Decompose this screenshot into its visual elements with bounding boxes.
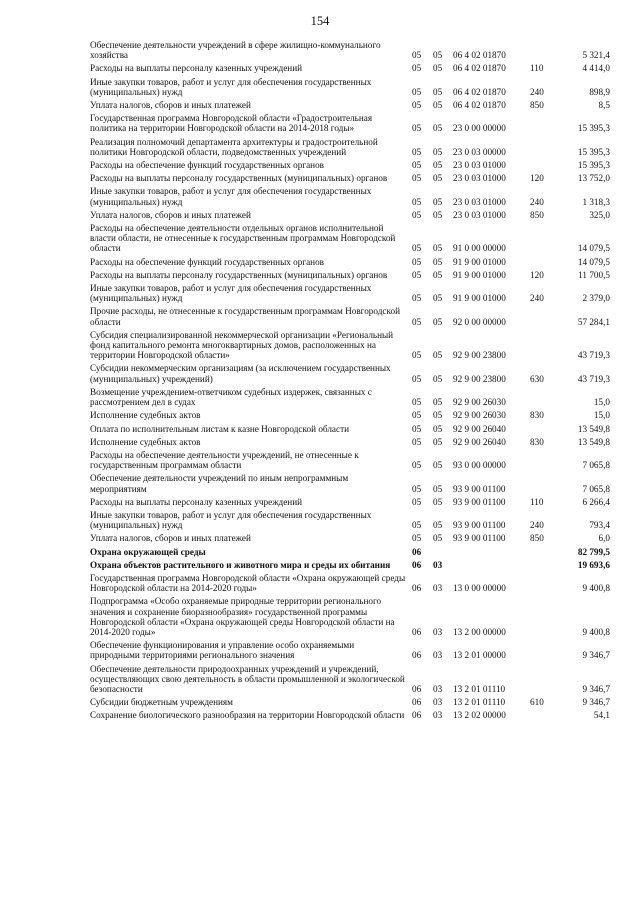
target-article-code: 93 0 00 00000 bbox=[453, 460, 506, 471]
row-codes bbox=[90, 350, 610, 360]
expense-name: Охрана объектов растительного и животного мира и среды их обитания bbox=[90, 559, 391, 570]
expense-name: Обеспечение деятельности учреждений в сфере жилищно-коммунального хозяйства bbox=[90, 40, 381, 61]
subsection-code: 05 bbox=[433, 146, 443, 157]
target-article-code: 93 9 00 01100 bbox=[453, 496, 506, 507]
subsection-code: 05 bbox=[433, 243, 443, 254]
amount: 325,0 bbox=[589, 209, 610, 220]
section-code: 05 bbox=[412, 410, 422, 421]
target-article-code: 23 0 03 01000 bbox=[453, 196, 506, 207]
amount: 14 079,5 bbox=[577, 243, 610, 254]
row-codes bbox=[90, 424, 610, 434]
table-row bbox=[90, 63, 610, 73]
expense-type-code: 610 bbox=[530, 697, 544, 708]
section-code: 06 bbox=[412, 559, 422, 570]
subsection-code: 05 bbox=[433, 436, 443, 447]
expense-name: Расходы на обеспечение функций государственных органов bbox=[90, 160, 325, 171]
expense-type-code: 850 bbox=[530, 100, 544, 111]
amount: 9 400,8 bbox=[582, 626, 610, 637]
subsection-code: 05 bbox=[433, 423, 443, 434]
row-codes bbox=[90, 547, 610, 557]
section-code: 05 bbox=[412, 520, 422, 531]
table-row bbox=[90, 473, 610, 493]
section-code: 05 bbox=[412, 423, 422, 434]
expense-name: Обеспечение деятельности учреждений по иным непрограммным мероприятиям bbox=[90, 473, 349, 494]
row-codes bbox=[90, 197, 610, 207]
target-article-code: 91 9 00 01000 bbox=[453, 269, 506, 280]
expense-name: Субсидии бюджетным учреждениям bbox=[90, 697, 233, 708]
section-code: 06 bbox=[412, 583, 422, 594]
row-codes bbox=[90, 257, 610, 267]
expense-name: Иные закупки товаров, работ и услуг для обеспечения государственных (муниципальных) нужд bbox=[90, 186, 372, 207]
row-codes bbox=[90, 243, 610, 253]
expense-name: Иные закупки товаров, работ и услуг для обеспечения государственных (муниципальных) нужд bbox=[90, 283, 372, 304]
table-row bbox=[90, 387, 610, 407]
expense-name: Субсидии некоммерческим организациям (за исключением государственных (муниципальных) учреждений) bbox=[90, 363, 391, 384]
table-row bbox=[90, 363, 610, 383]
row-codes bbox=[90, 583, 610, 593]
amount: 793,4 bbox=[589, 520, 610, 531]
table-row bbox=[90, 547, 610, 557]
expense-type-code: 630 bbox=[530, 373, 544, 384]
target-article-code: 92 9 00 26040 bbox=[453, 436, 506, 447]
expense-name: Уплата налогов, сборов и иных платежей bbox=[90, 100, 251, 111]
row-codes bbox=[90, 100, 610, 110]
table-row bbox=[90, 596, 610, 637]
target-article-code: 13 2 01 00000 bbox=[453, 650, 506, 661]
expense-name: Подпрограмма «Особо охраняемые природные территории регионального значения и сохранение биоразнообразия» государственной программы Новгородской области «Охрана окружающей среды Новгородской области на 2014-2020 годы» bbox=[90, 596, 395, 637]
subsection-code: 05 bbox=[433, 160, 443, 171]
amount: 11 700,5 bbox=[578, 269, 610, 280]
amount: 54,1 bbox=[593, 710, 610, 721]
amount: 5 321,4 bbox=[582, 50, 610, 61]
subsection-code: 05 bbox=[433, 293, 443, 304]
target-article-code: 13 2 01 01110 bbox=[453, 697, 506, 708]
section-code: 05 bbox=[412, 209, 422, 220]
section-code: 05 bbox=[412, 316, 422, 327]
table-row bbox=[90, 186, 610, 206]
subsection-code: 05 bbox=[433, 173, 443, 184]
table-row bbox=[90, 113, 610, 133]
subsection-code: 05 bbox=[433, 63, 443, 74]
row-codes bbox=[90, 123, 610, 133]
target-article-code: 23 0 03 01000 bbox=[453, 160, 506, 171]
subsection-code: 03 bbox=[433, 650, 443, 661]
amount: 13 549,8 bbox=[577, 436, 610, 447]
row-codes bbox=[90, 87, 610, 97]
section-code: 05 bbox=[412, 160, 422, 171]
amount: 7 065,8 bbox=[582, 460, 610, 471]
target-article-code: 93 9 00 01100 bbox=[453, 520, 506, 531]
amount: 9 400,8 bbox=[582, 583, 610, 594]
target-article-code: 92 9 00 26040 bbox=[453, 423, 506, 434]
target-article-code: 92 9 00 26030 bbox=[453, 397, 506, 408]
target-article-code: 92 9 00 23800 bbox=[453, 350, 506, 361]
expense-name: Субсидия специализированной некоммерческой организации «Региональный фонд капитального ремонта многоквартирных домов, расположенных на территории Новгородской области» bbox=[90, 329, 394, 361]
subsection-code: 05 bbox=[433, 496, 443, 507]
target-article-code: 23 0 00 00000 bbox=[453, 123, 506, 134]
table-row bbox=[90, 173, 610, 183]
subsection-code: 05 bbox=[433, 100, 443, 111]
subsection-code: 05 bbox=[433, 123, 443, 134]
target-article-code: 06 4 02 01870 bbox=[453, 100, 506, 111]
table-row bbox=[90, 40, 610, 60]
row-codes bbox=[90, 397, 610, 407]
row-codes bbox=[90, 160, 610, 170]
target-article-code: 13 2 02 00000 bbox=[453, 710, 506, 721]
table-row bbox=[90, 283, 610, 303]
subsection-code: 05 bbox=[433, 256, 443, 267]
amount: 57 284,1 bbox=[577, 316, 610, 327]
table-row bbox=[90, 330, 610, 361]
subsection-code: 03 bbox=[433, 559, 443, 570]
table-row bbox=[90, 306, 610, 326]
table-row bbox=[90, 533, 610, 543]
amount: 15 395,3 bbox=[577, 160, 610, 171]
target-article-code: 06 4 02 01870 bbox=[453, 86, 506, 97]
expense-name: Сохранение биологического разнообразия на территории Новгородской области bbox=[90, 710, 405, 721]
subsection-code: 05 bbox=[433, 350, 443, 361]
expense-type-code: 850 bbox=[530, 209, 544, 220]
table-row bbox=[90, 210, 610, 220]
subsection-code: 05 bbox=[433, 86, 443, 97]
row-codes bbox=[90, 147, 610, 157]
row-codes bbox=[90, 684, 610, 694]
table-row bbox=[90, 573, 610, 593]
amount: 1 318,3 bbox=[582, 196, 610, 207]
section-code: 05 bbox=[412, 533, 422, 544]
section-code: 06 bbox=[412, 546, 422, 557]
row-codes bbox=[90, 210, 610, 220]
amount: 14 079,5 bbox=[577, 256, 610, 267]
section-code: 06 bbox=[412, 683, 422, 694]
target-article-code: 92 0 00 00000 bbox=[453, 316, 506, 327]
expense-type-code: 240 bbox=[530, 196, 544, 207]
row-codes bbox=[90, 460, 610, 470]
expense-type-code: 830 bbox=[530, 410, 544, 421]
row-codes bbox=[90, 560, 610, 570]
subsection-code: 05 bbox=[433, 460, 443, 471]
row-codes bbox=[90, 710, 610, 720]
section-code: 05 bbox=[412, 196, 422, 207]
row-codes bbox=[90, 497, 610, 507]
expense-name: Обеспечение функционирования и управление особо охраняемыми природными территориями регионального значения bbox=[90, 640, 355, 661]
row-codes bbox=[90, 63, 610, 73]
expense-name: Прочие расходы, не отнесенные к государственным программам Новгородской области bbox=[90, 306, 400, 327]
expense-name: Расходы на выплаты персоналу государственных (муниципальных) органов bbox=[90, 269, 388, 280]
expense-name: Иные закупки товаров, работ и услуг для обеспечения государственных (муниципальных) нужд bbox=[90, 76, 372, 97]
amount: 9 346,7 bbox=[582, 683, 610, 694]
expense-type-code: 240 bbox=[530, 520, 544, 531]
target-article-code: 23 0 03 01000 bbox=[453, 209, 506, 220]
expense-name: Государственная программа Новгородской области «Охрана окружающей среды Новгородской области на 2014-2020 годы» bbox=[90, 572, 406, 594]
table-row bbox=[90, 450, 610, 470]
expense-type-code: 110 bbox=[530, 63, 544, 74]
table-row bbox=[90, 137, 610, 157]
amount: 82 799,5 bbox=[577, 546, 610, 557]
table-row bbox=[90, 664, 610, 695]
subsection-code: 05 bbox=[433, 373, 443, 384]
target-article-code: 13 0 00 00000 bbox=[453, 583, 506, 594]
expense-type-code: 850 bbox=[530, 533, 544, 544]
section-code: 05 bbox=[412, 397, 422, 408]
amount: 8,5 bbox=[598, 100, 610, 111]
expense-name: Иные закупки товаров, работ и услуг для обеспечения государственных (муниципальных) нужд bbox=[90, 509, 372, 531]
target-article-code: 92 9 00 23800 bbox=[453, 373, 506, 384]
subsection-code: 03 bbox=[433, 683, 443, 694]
section-code: 05 bbox=[412, 460, 422, 471]
row-codes bbox=[90, 173, 610, 183]
section-code: 06 bbox=[412, 626, 422, 637]
section-code: 06 bbox=[412, 710, 422, 721]
target-article-code: 06 4 02 01870 bbox=[453, 63, 506, 74]
row-codes bbox=[90, 410, 610, 420]
amount: 43 719,3 bbox=[577, 373, 610, 384]
amount: 15 395,3 bbox=[577, 123, 610, 134]
amount: 2 379,0 bbox=[582, 293, 610, 304]
expense-name: Возмещение учреждением-ответчиком судебных издержек, связанных с рассмотрением дел в судах bbox=[90, 386, 372, 408]
expense-type-code: 240 bbox=[530, 86, 544, 97]
row-codes bbox=[90, 270, 610, 280]
table-row bbox=[90, 437, 610, 447]
amount: 13 752,0 bbox=[577, 173, 610, 184]
section-code: 05 bbox=[412, 350, 422, 361]
row-codes bbox=[90, 317, 610, 327]
expense-name: Исполнение судебных актов bbox=[90, 410, 201, 421]
section-code: 05 bbox=[412, 373, 422, 384]
subsection-code: 05 bbox=[433, 410, 443, 421]
row-codes bbox=[90, 374, 610, 384]
subsection-code: 05 bbox=[433, 533, 443, 544]
subsection-code: 03 bbox=[433, 710, 443, 721]
subsection-code: 03 bbox=[433, 697, 443, 708]
table-row bbox=[90, 100, 610, 110]
row-codes bbox=[90, 650, 610, 660]
table-row bbox=[90, 424, 610, 434]
section-code: 05 bbox=[412, 50, 422, 61]
subsection-code: 03 bbox=[433, 583, 443, 594]
section-code: 06 bbox=[412, 650, 422, 661]
page-number: 154 bbox=[310, 14, 330, 28]
subsection-code: 05 bbox=[433, 397, 443, 408]
expense-name: Расходы на обеспечение деятельности отдельных органов исполнительной власти области, не отнесенные к государственным программам Новгородской области bbox=[90, 223, 396, 254]
table-row bbox=[90, 270, 610, 280]
table-row bbox=[90, 560, 610, 570]
subsection-code: 05 bbox=[433, 316, 443, 327]
table-row bbox=[90, 510, 610, 530]
row-codes bbox=[90, 697, 610, 707]
section-code: 05 bbox=[412, 173, 422, 184]
amount: 898,9 bbox=[589, 86, 610, 97]
table-row bbox=[90, 410, 610, 420]
expense-type-code: 830 bbox=[530, 436, 544, 447]
target-article-code: 93 9 00 01100 bbox=[453, 533, 506, 544]
table-row bbox=[90, 77, 610, 97]
subsection-code: 05 bbox=[433, 520, 443, 531]
expense-name: Государственная программа Новгородской области «Градостроительная политика на территории Новгородской области на 2014-2018 годы» bbox=[90, 113, 373, 134]
target-article-code: 93 9 00 01100 bbox=[453, 483, 506, 494]
target-article-code: 91 0 00 00000 bbox=[453, 243, 506, 254]
expense-name: Оплата по исполнительным листам к казне Новгородской области bbox=[90, 423, 350, 434]
subsection-code: 05 bbox=[433, 269, 443, 280]
row-codes bbox=[90, 50, 610, 60]
amount: 9 346,7 bbox=[582, 650, 610, 661]
table-row bbox=[90, 640, 610, 660]
expense-name: Расходы на выплаты персоналу государственных (муниципальных) органов bbox=[90, 173, 388, 184]
table-row bbox=[90, 497, 610, 507]
target-article-code: 13 2 00 00000 bbox=[453, 626, 506, 637]
section-code: 05 bbox=[412, 63, 422, 74]
amount: 13 549,8 bbox=[577, 423, 610, 434]
section-code: 05 bbox=[412, 243, 422, 254]
target-article-code: 23 0 03 00000 bbox=[453, 146, 506, 157]
amount: 19 693,6 bbox=[577, 559, 610, 570]
expense-name: Уплата налогов, сборов и иных платежей bbox=[90, 209, 251, 220]
section-code: 05 bbox=[412, 483, 422, 494]
section-code: 05 bbox=[412, 146, 422, 157]
row-codes bbox=[90, 533, 610, 543]
row-codes bbox=[90, 627, 610, 637]
expense-name: Обеспечение деятельности природоохранных учреждений и учреждений, осуществляющих свою деятельность в области промышленной и экологической безопасности bbox=[90, 663, 405, 694]
amount: 9 346,7 bbox=[582, 697, 610, 708]
section-code: 05 bbox=[412, 293, 422, 304]
table-row bbox=[90, 223, 610, 254]
section-code: 05 bbox=[412, 269, 422, 280]
amount: 15 395,3 bbox=[577, 146, 610, 157]
section-code: 05 bbox=[412, 123, 422, 134]
expense-type-code: 120 bbox=[530, 173, 544, 184]
expense-name: Расходы на выплаты персоналу казенных учреждений bbox=[90, 63, 303, 74]
amount: 15,0 bbox=[593, 410, 610, 421]
subsection-code: 05 bbox=[433, 50, 443, 61]
table-row bbox=[90, 257, 610, 267]
target-article-code: 91 9 00 01000 bbox=[453, 293, 506, 304]
table-row bbox=[90, 160, 610, 170]
amount: 6,0 bbox=[598, 533, 610, 544]
target-article-code: 23 0 03 01000 bbox=[453, 173, 506, 184]
section-code: 06 bbox=[412, 697, 422, 708]
amount: 7 065,8 bbox=[582, 483, 610, 494]
table-row bbox=[90, 710, 610, 720]
amount: 4 414,0 bbox=[582, 63, 610, 74]
row-codes bbox=[90, 520, 610, 530]
amount: 43 719,3 bbox=[577, 350, 610, 361]
section-code: 05 bbox=[412, 496, 422, 507]
expense-name: Реализация полномочий департамента архитектуры и градостроительной политики Новгородской области, подведомственных учреждений bbox=[90, 136, 378, 157]
row-codes bbox=[90, 293, 610, 303]
expense-type-code: 110 bbox=[530, 496, 544, 507]
row-codes bbox=[90, 484, 610, 494]
table-row bbox=[90, 697, 610, 707]
subsection-code: 05 bbox=[433, 209, 443, 220]
section-code: 05 bbox=[412, 436, 422, 447]
expense-name: Исполнение судебных актов bbox=[90, 436, 201, 447]
subsection-code: 05 bbox=[433, 196, 443, 207]
section-code: 05 bbox=[412, 256, 422, 267]
target-article-code: 06 4 02 01870 bbox=[453, 50, 506, 61]
target-article-code: 92 9 00 26030 bbox=[453, 410, 506, 421]
target-article-code: 13 2 01 01110 bbox=[453, 683, 506, 694]
expense-type-code: 120 bbox=[530, 269, 544, 280]
expense-name: Расходы на обеспечение деятельности учреждений, не отнесенные к государственным программам области bbox=[90, 449, 359, 471]
row-codes bbox=[90, 437, 610, 447]
subsection-code: 03 bbox=[433, 626, 443, 637]
expense-name: Расходы на выплаты персоналу казенных учреждений bbox=[90, 496, 303, 507]
section-code: 05 bbox=[412, 100, 422, 111]
section-code: 05 bbox=[412, 86, 422, 97]
amount: 15,0 bbox=[593, 397, 610, 408]
expense-name: Уплата налогов, сборов и иных платежей bbox=[90, 533, 251, 544]
budget-table bbox=[90, 40, 610, 724]
expense-type-code: 240 bbox=[530, 293, 544, 304]
target-article-code: 91 9 00 01000 bbox=[453, 256, 506, 267]
amount: 6 266,4 bbox=[582, 496, 610, 507]
subsection-code: 05 bbox=[433, 483, 443, 494]
expense-name: Охрана окружающей среды bbox=[90, 546, 206, 557]
expense-name: Расходы на обеспечение функций государственных органов bbox=[90, 256, 325, 267]
